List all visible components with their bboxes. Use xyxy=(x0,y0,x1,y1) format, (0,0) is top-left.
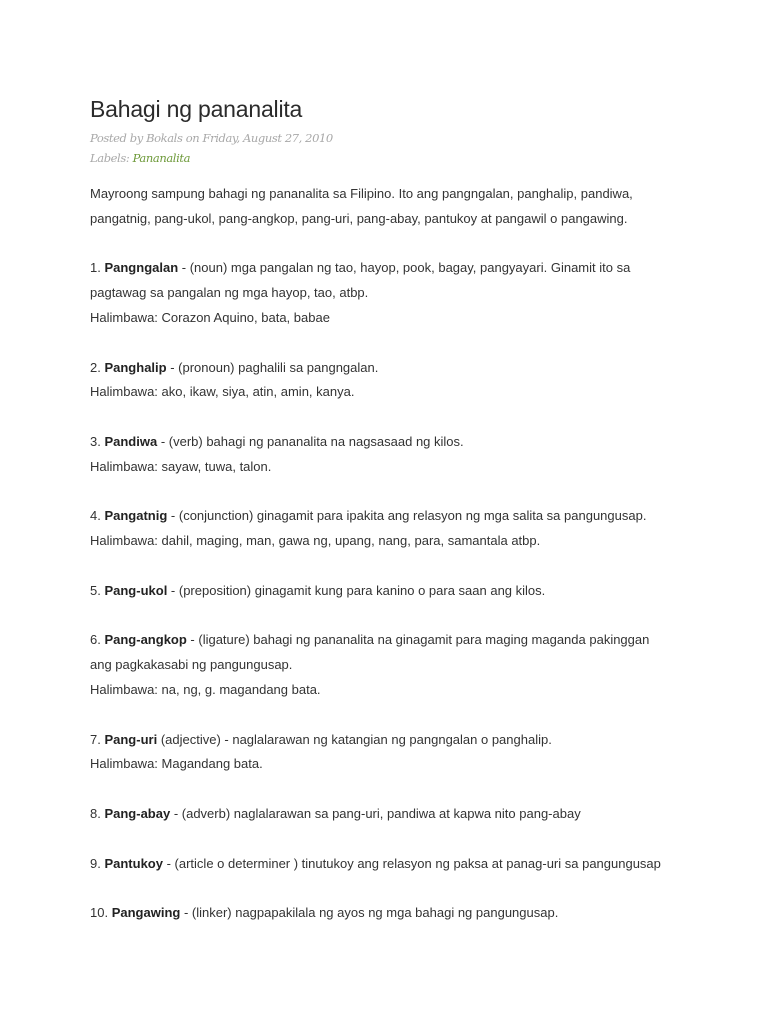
item-example: Halimbawa: ako, ikaw, siya, atin, amin, kanya. xyxy=(90,384,355,400)
item-example: Halimbawa: na, ng, g. magandang bata. xyxy=(90,681,321,697)
list-item xyxy=(90,504,690,554)
item-description: - (adverb) naglalarawan sa pang-uri, pandiwa at kapwa nito pang-abay xyxy=(170,805,581,821)
item-example: Halimbawa: sayaw, tuwa, talon. xyxy=(90,458,272,474)
list-item xyxy=(90,728,690,778)
post-title: Bahagi ng pananalita xyxy=(90,96,303,122)
post-labels xyxy=(90,148,690,168)
item-name: Pang-abay xyxy=(104,805,171,821)
item-description: (adjective) - naglalarawan ng katangian ng pangngalan o panghalip. xyxy=(157,731,552,747)
item-example: Halimbawa: Corazon Aquino, bata, babae xyxy=(90,309,330,325)
intro-line: pangatnig, pang-ukol, pang-angkop, pang-uri, pang-abay, pantukoy at pangawil o pangawing. xyxy=(90,210,628,226)
list-item xyxy=(90,901,690,926)
date-prefix: on xyxy=(185,131,200,145)
intro-line: Mayroong sampung bahagi ng pananalita sa Filipino. Ito ang pangngalan, panghalip, pandiwa, xyxy=(90,186,633,201)
item-name: Panghalip xyxy=(104,359,167,375)
posted-by-prefix: Posted by xyxy=(90,131,143,145)
item-number: 7. xyxy=(90,731,101,747)
item-number: 4. xyxy=(90,508,101,524)
item-description: - (preposition) ginagamit kung para kanino o para saan ang kilos. xyxy=(167,582,546,598)
item-description: - (pronoun) paghalili sa pangngalan. xyxy=(166,359,379,375)
item-number: 3. xyxy=(90,433,101,449)
post-byline xyxy=(90,128,690,148)
label-link[interactable]: Pananalita xyxy=(132,151,191,165)
item-name: Pangawing xyxy=(111,905,181,921)
item-number: 1. xyxy=(90,260,101,276)
item-example: Halimbawa: Magandang bata. xyxy=(90,756,263,772)
item-number: 9. xyxy=(90,855,101,871)
post-body xyxy=(90,182,690,926)
list-item xyxy=(90,579,690,604)
item-description-cont: pagtawag sa pangalan ng mga hayop, tao, atbp. xyxy=(90,285,369,301)
author-name: Bokals xyxy=(146,131,183,145)
intro-paragraph xyxy=(90,182,690,232)
item-description: - (conjunction) ginagamit para ipakita ang relasyon ng mga salita sa pangungusap. xyxy=(167,508,647,524)
item-name: Pang-uri xyxy=(104,731,158,747)
item-name: Pangatnig xyxy=(104,508,168,524)
item-number: 2. xyxy=(90,359,101,375)
item-description: - (linker) nagpapakilala ng ayos ng mga bahagi ng pangungusap. xyxy=(180,905,559,921)
item-name: Pang-ukol xyxy=(104,582,168,598)
item-name: Pangngalan xyxy=(104,260,179,276)
blog-post xyxy=(90,94,690,926)
item-name: Pantukoy xyxy=(104,855,163,871)
list-item xyxy=(90,256,690,330)
item-name: Pandiwa xyxy=(104,433,158,449)
item-name: Pang-angkop xyxy=(104,632,187,648)
item-example: Halimbawa: dahil, maging, man, gawa ng, upang, nang, para, samantala atbp. xyxy=(90,533,541,549)
item-number: 8. xyxy=(90,805,101,821)
item-description: - (verb) bahagi ng pananalita na nagsasaad ng kilos. xyxy=(157,433,464,449)
post-date: Friday, August 27, 2010 xyxy=(202,131,333,145)
list-item xyxy=(90,802,690,827)
item-number: 10. xyxy=(90,905,109,921)
item-description: - (article o determiner ) tinutukoy ang relasyon ng paksa at panag-uri sa pangungusap xyxy=(162,855,661,871)
item-description-cont: ang pagkakasabi ng pangungusap. xyxy=(90,657,293,673)
item-number: 6. xyxy=(90,632,101,648)
labels-prefix: Labels: xyxy=(90,151,130,165)
item-number: 5. xyxy=(90,582,101,598)
item-description: - (ligature) bahagi ng pananalita na ginagamit para maging maganda pakinggan xyxy=(186,632,650,648)
list-item xyxy=(90,628,690,702)
list-item xyxy=(90,356,690,406)
list-item xyxy=(90,430,690,480)
item-description: - (noun) mga pangalan ng tao, hayop, pook, bagay, pangyayari. Ginamit ito sa xyxy=(178,260,631,276)
list-item xyxy=(90,852,690,877)
